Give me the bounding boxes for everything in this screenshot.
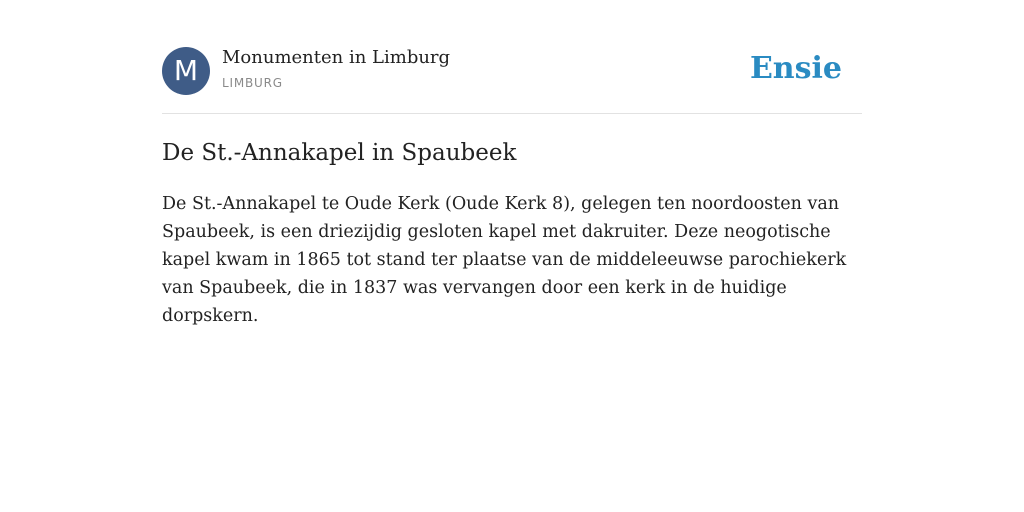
ensie-logo[interactable]: Ensie <box>749 51 842 86</box>
entry-header <box>162 0 862 114</box>
entry-card <box>162 0 862 326</box>
article-title: De St.-Annakapel in Spaubeek <box>162 140 517 166</box>
source-name[interactable]: Monumenten in Limburg <box>222 47 451 68</box>
source-avatar[interactable]: M <box>162 47 210 95</box>
source-subtitle: LIMBURG <box>222 76 283 90</box>
article-body: De St.-Annakapel te Oude Kerk (Oude Kerk 8), gelegen ten noordoosten van Spaubeek, is een driezijdig gesloten kapel met dakruiter. Deze neogotische kapel kwam in 1865 tot stand ter plaatse van de middeleeuwse parochiekerk van Spaubeek, die in 1837 was vervangen door een kerk in de huidige dorpskern. <box>162 194 847 326</box>
